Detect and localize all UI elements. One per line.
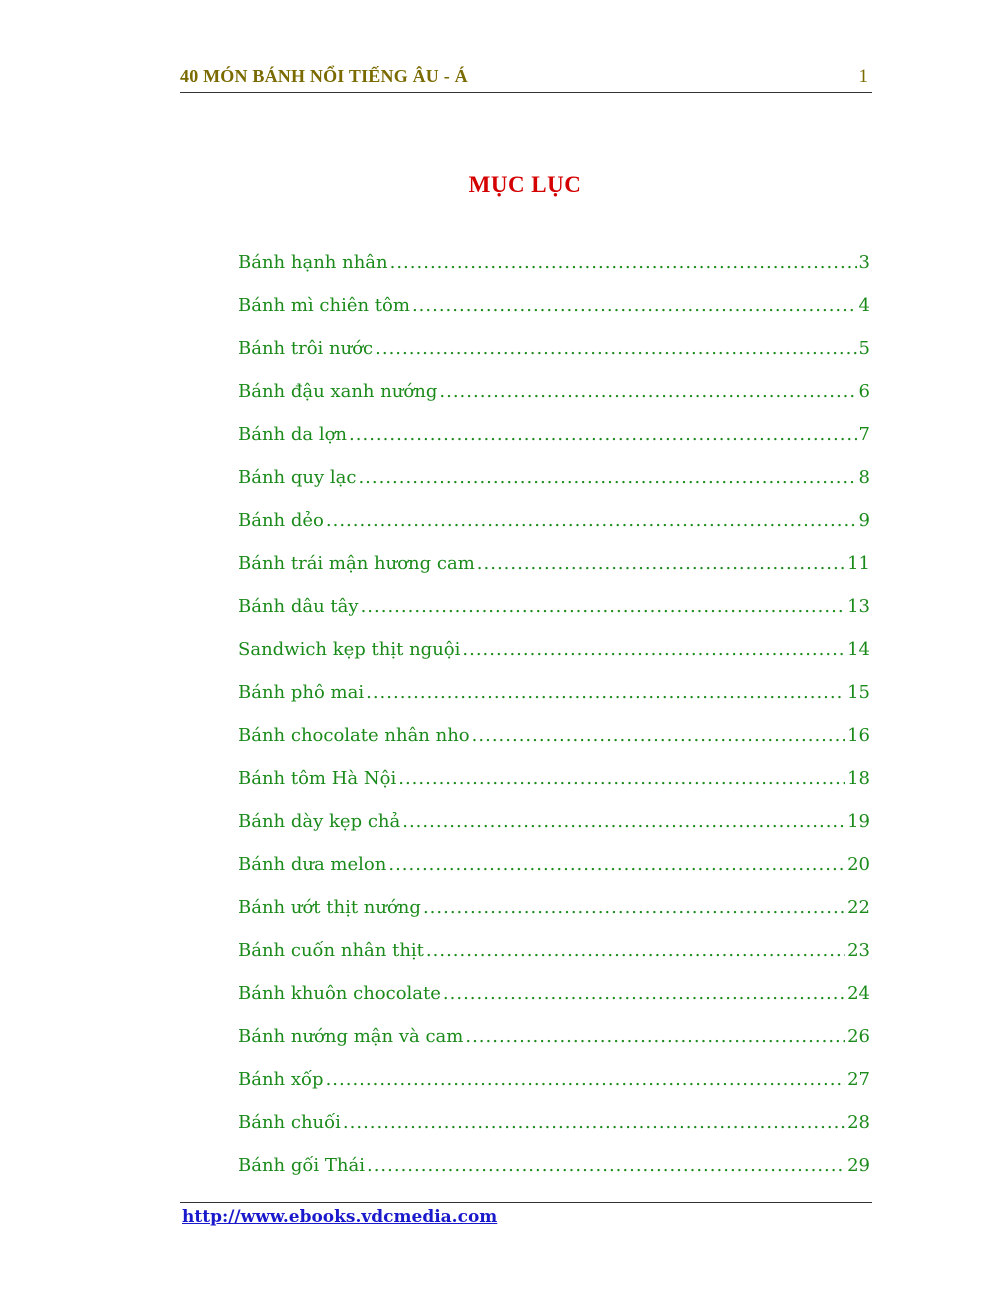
toc-entry-label: Bánh gối Thái bbox=[238, 1155, 365, 1176]
toc-leader-dots bbox=[361, 596, 846, 617]
toc-leader-dots bbox=[367, 1155, 845, 1176]
toc-entry-label: Bánh chocolate nhân nho bbox=[238, 725, 470, 746]
toc-entry-page: 3 bbox=[858, 252, 870, 273]
toc-entry[interactable] bbox=[238, 467, 870, 510]
toc-entry[interactable] bbox=[238, 252, 870, 295]
toc-entry-page: 15 bbox=[847, 682, 870, 703]
toc-entry-label: Bánh nướng mận và cam bbox=[238, 1026, 464, 1047]
toc-leader-dots bbox=[326, 510, 857, 531]
toc-entry-page: 29 bbox=[847, 1155, 870, 1176]
toc-entry-page: 8 bbox=[858, 467, 870, 488]
toc-entry[interactable] bbox=[238, 338, 870, 381]
table-of-contents bbox=[238, 252, 870, 1198]
toc-entry-label: Bánh xốp bbox=[238, 1069, 324, 1090]
toc-entry[interactable] bbox=[238, 768, 870, 811]
toc-entry[interactable] bbox=[238, 295, 870, 338]
toc-entry-page: 13 bbox=[847, 596, 870, 617]
toc-entry-label: Bánh chuối bbox=[238, 1112, 341, 1133]
toc-entry-label: Bánh dưa melon bbox=[238, 854, 387, 875]
toc-leader-dots bbox=[477, 553, 845, 574]
toc-leader-dots bbox=[439, 381, 856, 402]
toc-entry-label: Bánh quy lạc bbox=[238, 467, 357, 488]
toc-entry-page: 11 bbox=[847, 553, 870, 574]
toc-entry-label: Bánh hạnh nhân bbox=[238, 252, 388, 273]
toc-leader-dots bbox=[343, 1112, 845, 1133]
toc-entry-label: Bánh dẻo bbox=[238, 510, 324, 531]
toc-entry[interactable] bbox=[238, 811, 870, 854]
toc-entry-page: 19 bbox=[847, 811, 870, 832]
toc-leader-dots bbox=[472, 725, 845, 746]
toc-leader-dots bbox=[443, 983, 845, 1004]
header-page-number: 1 bbox=[858, 66, 868, 87]
toc-leader-dots bbox=[412, 295, 857, 316]
footer-divider bbox=[180, 1202, 872, 1203]
toc-leader-dots bbox=[426, 940, 845, 961]
toc-entry-label: Bánh tôm Hà Nội bbox=[238, 768, 397, 789]
toc-leader-dots bbox=[388, 854, 845, 875]
toc-entry-label: Bánh dày kẹp chả bbox=[238, 811, 401, 832]
toc-leader-dots bbox=[366, 682, 845, 703]
toc-title: MỤC LỤC bbox=[468, 172, 582, 197]
toc-entry-label: Bánh khuôn chocolate bbox=[238, 983, 441, 1004]
toc-entry[interactable] bbox=[238, 682, 870, 725]
toc-entry-label: Bánh dâu tây bbox=[238, 596, 359, 617]
toc-leader-dots bbox=[402, 811, 845, 832]
toc-entry[interactable] bbox=[238, 596, 870, 639]
header-title: 40 MÓN BÁNH NỔI TIẾNG ÂU - Á bbox=[180, 66, 468, 86]
toc-leader-dots bbox=[398, 768, 845, 789]
toc-leader-dots bbox=[423, 897, 845, 918]
toc-entry[interactable] bbox=[238, 940, 870, 983]
toc-entry-page: 5 bbox=[858, 338, 870, 359]
toc-entry-page: 18 bbox=[847, 768, 870, 789]
toc-entry[interactable] bbox=[238, 553, 870, 596]
toc-entry-page: 16 bbox=[847, 725, 870, 746]
toc-entry-page: 14 bbox=[847, 639, 870, 660]
toc-entry[interactable] bbox=[238, 897, 870, 940]
toc-entry[interactable] bbox=[238, 510, 870, 553]
toc-entry-label: Bánh phô mai bbox=[238, 682, 365, 703]
toc-entry[interactable] bbox=[238, 1112, 870, 1155]
toc-entry-page: 28 bbox=[847, 1112, 870, 1133]
toc-entry[interactable] bbox=[238, 1155, 870, 1198]
toc-entry-page: 22 bbox=[847, 897, 870, 918]
toc-entry-page: 24 bbox=[847, 983, 870, 1004]
toc-entry-page: 27 bbox=[847, 1069, 870, 1090]
toc-entry-page: 6 bbox=[858, 381, 870, 402]
toc-entry-label: Bánh da lợn bbox=[238, 424, 348, 445]
toc-entry-label: Bánh ướt thịt nướng bbox=[238, 897, 421, 918]
toc-leader-dots bbox=[390, 252, 857, 273]
toc-leader-dots bbox=[358, 467, 856, 488]
toc-entry-page: 4 bbox=[858, 295, 870, 316]
toc-leader-dots bbox=[465, 1026, 845, 1047]
toc-entry-label: Sandwich kẹp thịt nguội bbox=[238, 639, 461, 660]
toc-entry-label: Bánh cuốn nhân thịt bbox=[238, 940, 424, 961]
toc-leader-dots bbox=[462, 639, 845, 660]
toc-leader-dots bbox=[375, 338, 856, 359]
toc-entry-label: Bánh trái mận hương cam bbox=[238, 553, 475, 574]
footer-link[interactable]: http://www.ebooks.vdcmedia.com bbox=[182, 1207, 498, 1227]
toc-entry[interactable] bbox=[238, 983, 870, 1026]
toc-entry[interactable] bbox=[238, 424, 870, 467]
toc-entry-label: Bánh đậu xanh nướng bbox=[238, 381, 438, 402]
toc-entry[interactable] bbox=[238, 1026, 870, 1069]
toc-entry-label: Bánh mì chiên tôm bbox=[238, 295, 410, 316]
toc-entry-page: 20 bbox=[847, 854, 870, 875]
toc-entry[interactable] bbox=[238, 381, 870, 424]
toc-entry[interactable] bbox=[238, 1069, 870, 1112]
toc-entry-page: 7 bbox=[858, 424, 870, 445]
toc-leader-dots bbox=[326, 1069, 846, 1090]
toc-entry-page: 9 bbox=[858, 510, 870, 531]
toc-entry[interactable] bbox=[238, 854, 870, 897]
toc-entry-page: 26 bbox=[847, 1026, 870, 1047]
toc-entry[interactable] bbox=[238, 639, 870, 682]
toc-entry-page: 23 bbox=[847, 940, 870, 961]
toc-leader-dots bbox=[349, 424, 857, 445]
page-header bbox=[180, 66, 872, 93]
toc-entry[interactable] bbox=[238, 725, 870, 768]
toc-entry-label: Bánh trôi nước bbox=[238, 338, 374, 359]
